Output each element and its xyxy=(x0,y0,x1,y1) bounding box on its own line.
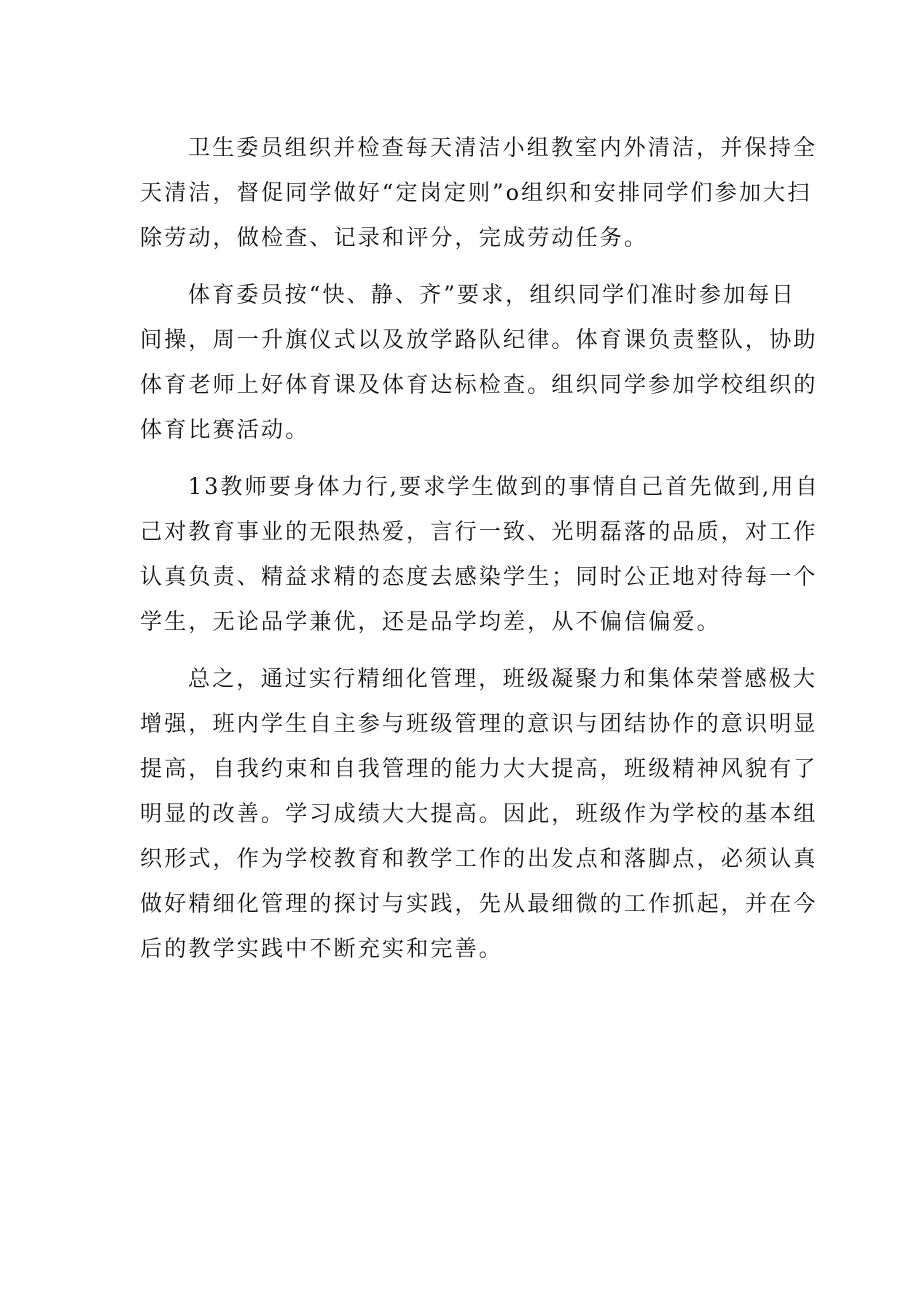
paragraph-line: 己对教育事业的无限热爱，言行一致、光明磊落的品质，对工作 xyxy=(140,520,818,545)
paragraph-line: 除劳动，做检查、记录和评分，完成劳动任务。 xyxy=(140,226,649,251)
document-body xyxy=(140,126,820,984)
paragraph-line: 认真负责、精益求精的态度去感染学生；同时公正地对待每一个 xyxy=(140,565,818,590)
paragraph-line: 天清洁，督促同学做好“定岗定则”o组织和安排同学们参加大扫 xyxy=(140,181,812,206)
paragraph-teacher-example xyxy=(140,465,820,645)
paragraph-line: 增强，班内学生自主参与班级管理的意识与团结协作的意识明显 xyxy=(140,712,818,737)
paragraph-hygiene-committee xyxy=(140,126,818,261)
paragraph-line: 体育委员按“快、静、齐”要求，组织同学们准时参加每日 xyxy=(188,283,796,308)
paragraph-line: 提高，自我约束和自我管理的能力大大提高，班级精神风貌有了 xyxy=(140,757,818,782)
paragraph-conclusion xyxy=(140,657,818,972)
paragraph-line: 织形式，作为学校教育和教学工作的出发点和落脚点，必须认真 xyxy=(140,847,818,872)
paragraph-line: 卫生委员组织并检查每天清洁小组教室内外清洁，并保持全 xyxy=(188,136,818,161)
paragraph-line: 总之，通过实行精细化管理，班级凝聚力和集体荣誉感极大 xyxy=(188,667,818,692)
paragraph-line: 做好精细化管理的探讨与实践，先从最细微的工作抓起，并在今 xyxy=(140,892,818,917)
paragraph-sports-committee xyxy=(140,273,818,453)
paragraph-line: 明显的改善。学习成绩大大提高。因此，班级作为学校的基本组 xyxy=(140,802,818,827)
paragraph-line: 13教师要身体力行,要求学生做到的事情自己首先做到,用自 xyxy=(188,475,820,500)
paragraph-line: 学生，无论品学兼优，还是品学均差，从不偏信偏爱。 xyxy=(140,610,721,635)
paragraph-line: 体育老师上好体育课及体育达标检查。组织同学参加学校组织的 xyxy=(140,373,818,398)
paragraph-line: 后的教学实践中不断充实和完善。 xyxy=(140,937,504,962)
paragraph-line: 间操，周一升旗仪式以及放学路队纪律。体育课负责整队，协助 xyxy=(140,328,818,353)
paragraph-line: 体育比赛活动。 xyxy=(140,418,310,443)
